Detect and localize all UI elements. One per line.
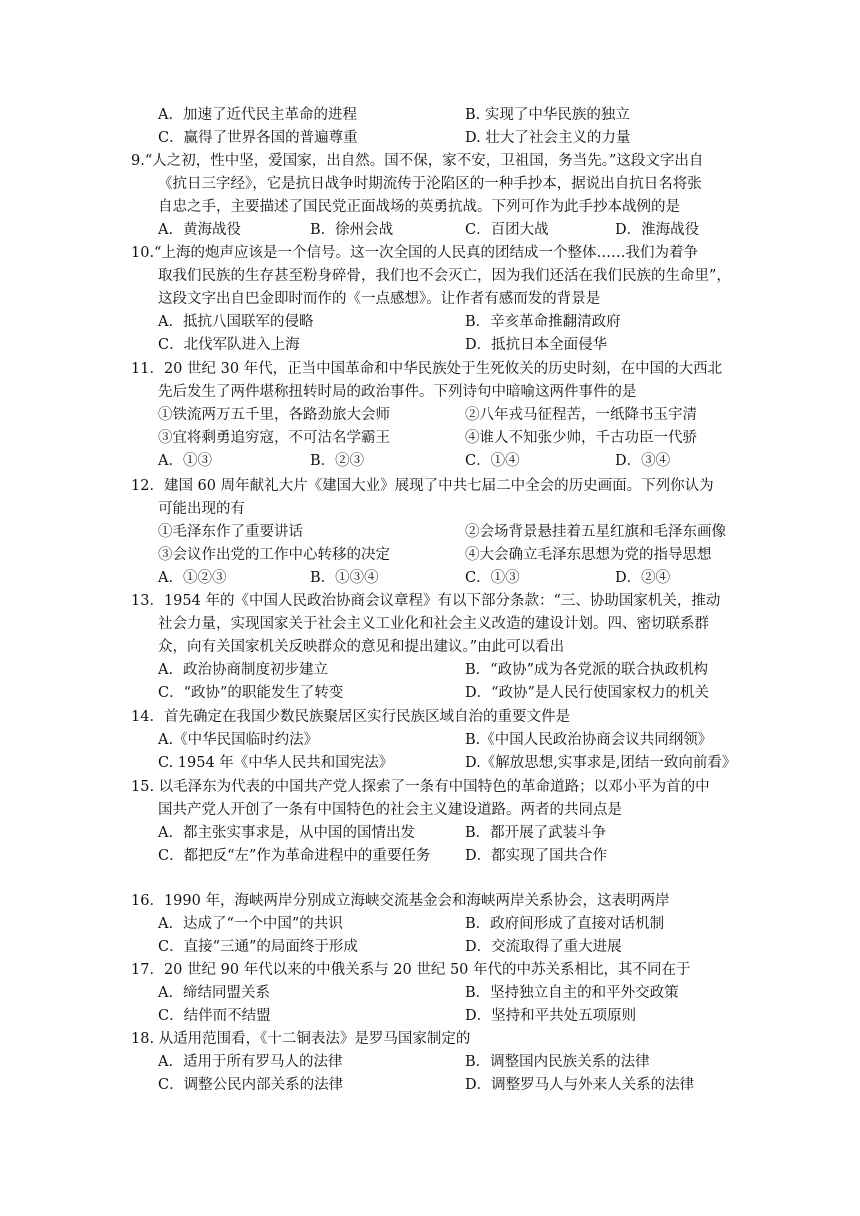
- option-row: [131, 822, 731, 845]
- question-stem-line: 《抗日三字经》，它是抗日战争时期流传于沦陷区的一种手抄本，据说出自抗日名将张: [158, 176, 702, 192]
- question-stem-line: 众，向有关国家机关反映群众的意见和提出建议。”由此可以看出: [158, 639, 565, 655]
- option-d: D．调整罗马人与外来人关系的法律: [465, 1077, 695, 1093]
- option-row: [131, 982, 731, 1005]
- question-18: [131, 1028, 731, 1097]
- option-row: [131, 311, 731, 334]
- option-row: [131, 334, 731, 357]
- question-16: [131, 890, 731, 959]
- option-d: D．抵抗日本全面侵华: [465, 337, 608, 353]
- option-b: B．政府间形成了直接对话机制: [465, 916, 665, 932]
- option-b: B．①③④: [310, 570, 379, 586]
- question-stem-line: 10.“上海的炮声应该是一个信号。这一次全国的人民真的团结成一个整体……我们为着争: [131, 245, 698, 261]
- option-c: C．赢得了世界各国的普遍尊重: [158, 130, 358, 146]
- question-9: [131, 150, 731, 242]
- option-d: D. 壮大了社会主义的力量: [465, 130, 631, 146]
- option-b: B．辛亥革命推翻清政府: [465, 314, 621, 330]
- option-b: B.《中国人民政治协商会议共同纲领》: [465, 732, 713, 748]
- statement-2: ②八年戎马征程苦，一纸降书玉宇清: [465, 407, 697, 423]
- option-a: A．抵抗八国联军的侵略: [158, 314, 314, 330]
- option-a: A．政治协商制度初步建立: [158, 662, 328, 678]
- statement-row: [131, 404, 731, 427]
- option-c: C．百团大战: [465, 222, 549, 238]
- question-stem-line: 先后发生了两件堪称扭转时局的政治事件。下列诗句中暗喻这两件事件的是: [158, 384, 637, 400]
- option-d: D．都实现了国共合作: [465, 848, 608, 864]
- question-12: [131, 475, 731, 590]
- option-c: C．①③: [465, 570, 520, 586]
- option-row: [131, 450, 731, 473]
- option-b: B. 实现了中华民族的独立: [465, 107, 630, 123]
- option-a: A．都主张实事求是，从中国的国情出发: [158, 825, 415, 841]
- question-8: [131, 104, 731, 150]
- option-row: [131, 936, 731, 959]
- option-b: B．②③: [310, 453, 365, 469]
- statement-3: ③宜将剩勇追穷寇，不可沽名学霸王: [158, 430, 390, 446]
- question-13: [131, 590, 731, 705]
- option-row: [131, 913, 731, 936]
- question-stem-line: 这段文字出自巴金即时而作的《一点感想》。让作者有感而发的背景是: [158, 291, 601, 307]
- option-c: C．“政协”的职能发生了转变: [158, 685, 344, 701]
- option-d: D．“政协”是人民行使国家权力的机关: [465, 685, 709, 701]
- option-c: C．都把反“左”作为革命进程中的重要任务: [158, 848, 431, 864]
- option-row: [131, 752, 737, 775]
- question-stem-line: 14．首先确定在我国少数民族聚居区实行民族区域自治的重要文件是: [131, 709, 570, 725]
- option-b: B．坚持独立自主的和平外交政策: [465, 985, 679, 1001]
- option-b: B．都开展了武装斗争: [465, 825, 607, 841]
- option-a: A．加速了近代民主革命的进程: [158, 107, 357, 123]
- option-c: C．调整公民内部关系的法律: [158, 1077, 344, 1093]
- question-10: [131, 242, 731, 357]
- option-row: [131, 219, 731, 242]
- statement-1: ①铁流两万五千里，各路劲旅大会师: [158, 407, 390, 423]
- option-row: [131, 1051, 731, 1074]
- statement-1: ①毛泽东作了重要讲话: [158, 524, 303, 540]
- option-d: D．③④: [615, 453, 671, 469]
- option-b: B．徐州会战: [310, 222, 394, 238]
- option-a: A．①③: [158, 453, 212, 469]
- option-b: B．“政协”成为各党派的联合执政机构: [465, 662, 708, 678]
- option-d: D.《解放思想,实事求是,团结一致向前看》: [465, 755, 737, 771]
- question-15: [131, 776, 731, 868]
- option-a: A．达成了“一个中国”的共识: [158, 916, 343, 932]
- question-stem-line: 18. 从适用范围看，《十二铜表法》是罗马国家制定的: [131, 1031, 471, 1047]
- question-11: [131, 358, 731, 473]
- option-row: [131, 682, 731, 705]
- statement-row: [131, 427, 731, 450]
- option-row: [131, 729, 731, 752]
- question-stem-line: 11．20 世纪 30 年代，正当中国革命和中华民族处于生死攸关的历史时刻，在中国的大西北: [131, 361, 723, 377]
- option-d: D．交流取得了重大进展: [465, 939, 622, 955]
- question-stem-line: 国共产党人开创了一条有中国特色的社会主义建设道路。两者的共同点是: [158, 802, 622, 818]
- statement-2: ②会场背景悬挂着五星红旗和毛泽东画像: [465, 524, 726, 540]
- option-d: D．淮海战役: [615, 222, 700, 238]
- question-stem-line: 社会力量，实现国家关于社会主义工业化和社会主义改造的建设计划。四、密切联系群: [158, 616, 709, 632]
- option-b: B．调整国内民族关系的法律: [465, 1054, 650, 1070]
- option-d: D．②④: [615, 570, 671, 586]
- statement-row: [131, 544, 731, 567]
- option-c: C．直接“三通”的局面终于形成: [158, 939, 358, 955]
- option-row: [131, 104, 731, 127]
- question-stem-line: 16．1990 年，海峡两岸分别成立海峡交流基金会和海峡两岸关系协会，这表明两岸: [131, 893, 670, 909]
- option-row: [131, 845, 731, 868]
- question-stem-line: 取我们民族的生存甚至粉身碎骨，我们也不会灭亡，因为我们还活在我们民族的生命里”，: [158, 268, 731, 284]
- question-stem-line: 可能出现的有: [158, 501, 245, 517]
- option-a: A.《中华民国临时约法》: [158, 732, 319, 748]
- question-stem-line: 15. 以毛泽东为代表的中国共产党人探索了一条有中国特色的革命道路；以邓小平为首的中: [131, 779, 710, 795]
- question-stem-line: 9.“人之初，性中坚，爱国家，出自然。国不保，家不安，卫祖国，务当先。”这段文字出自: [131, 153, 704, 169]
- option-c: C．北伐军队进入上海: [158, 337, 300, 353]
- option-row: [131, 659, 731, 682]
- option-d: D．坚持和平共处五项原则: [465, 1008, 637, 1024]
- option-a: A．①②③: [158, 570, 227, 586]
- option-c: C．①④: [465, 453, 520, 469]
- option-a: A．适用于所有罗马人的法律: [158, 1054, 343, 1070]
- question-stem-line: 17．20 世纪 90 年代以来的中俄关系与 20 世纪 50 年代的中苏关系相比，其不同在于: [131, 962, 691, 978]
- option-row: [131, 127, 731, 150]
- option-c: C．结伴而不结盟: [158, 1008, 271, 1024]
- option-row: [131, 1005, 731, 1028]
- option-c: C. 1954 年《中华人民共和国宪法》: [158, 755, 394, 771]
- statement-4: ④谁人不知张少帅，千古功臣一代骄: [465, 430, 697, 446]
- statement-3: ③会议作出党的工作中心转移的决定: [158, 547, 390, 563]
- question-stem-line: 12．建国 60 周年献礼大片《建国大业》展现了中共七届二中全会的历史画面。下列你认为: [131, 478, 714, 494]
- question-14: [131, 706, 737, 775]
- option-row: [131, 1074, 731, 1097]
- statement-row: [131, 521, 731, 544]
- question-stem-line: 自忠之手，主要描述了国民党正面战场的英勇抗战。下列可作为此手抄本战例的是: [158, 199, 680, 215]
- option-a: A．黄海战役: [158, 222, 241, 238]
- question-stem-line: 13．1954 年的《中国人民政治协商会议章程》有以下部分条款：“三、协助国家机关，推动: [131, 593, 721, 609]
- option-row: [131, 567, 731, 590]
- option-a: A．缔结同盟关系: [158, 985, 270, 1001]
- question-17: [131, 959, 731, 1028]
- statement-4: ④大会确立毛泽东思想为党的指导思想: [465, 547, 712, 563]
